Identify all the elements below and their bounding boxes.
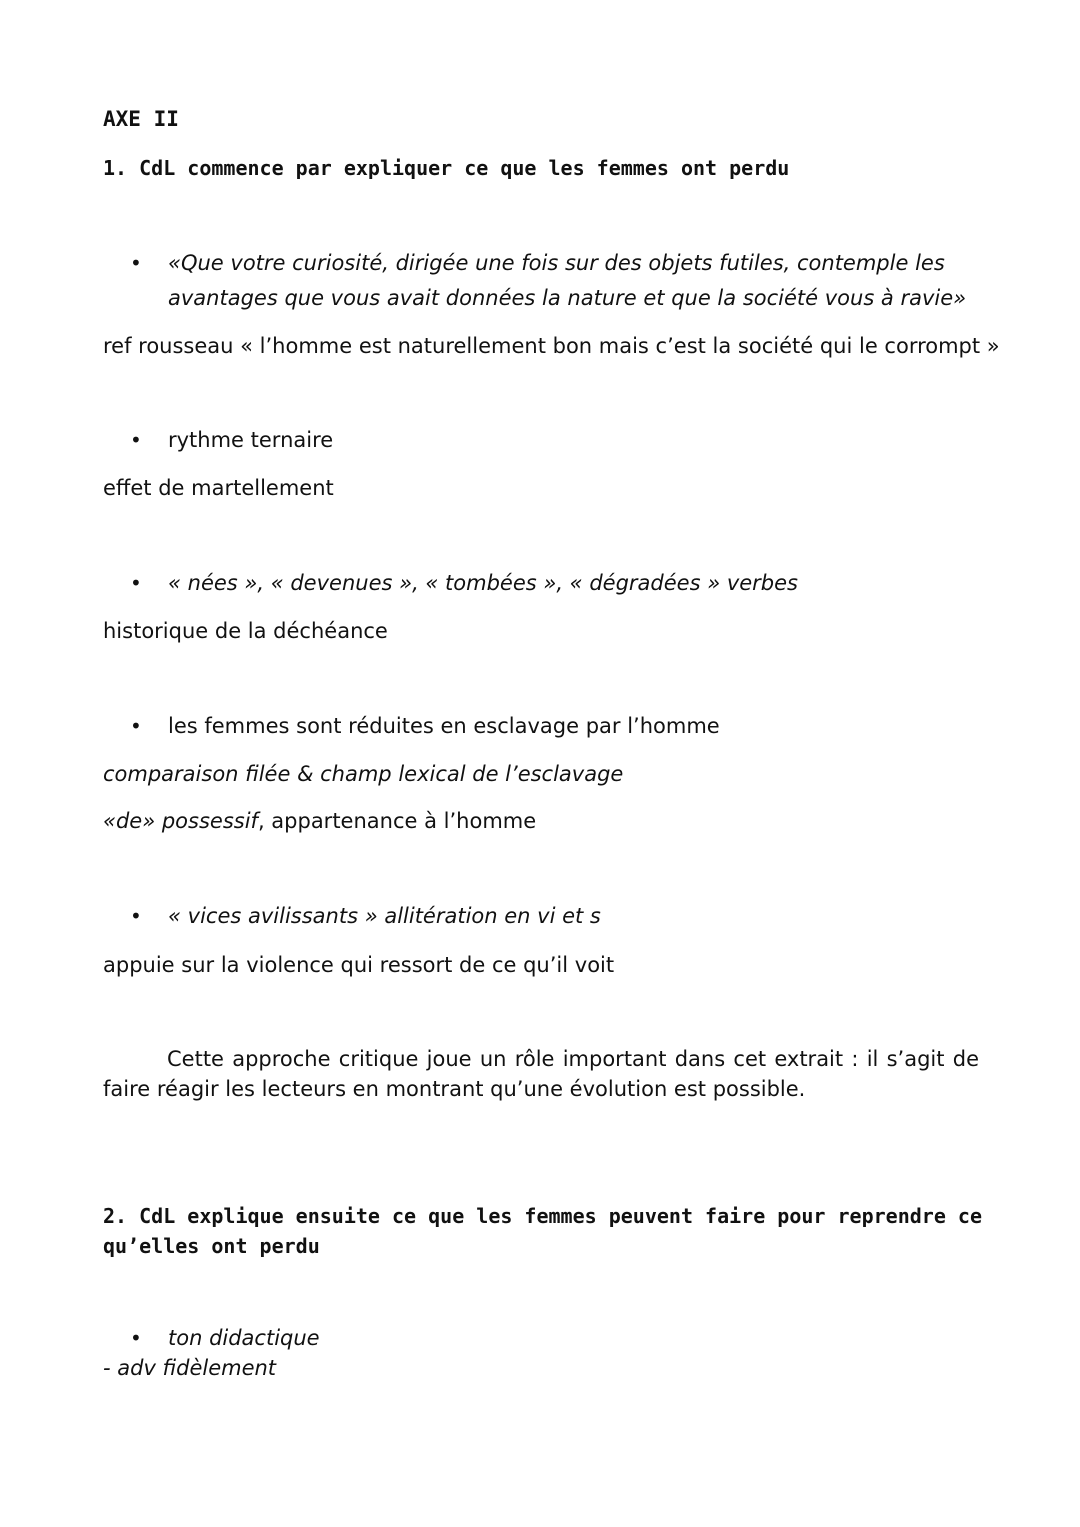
- section-2-heading-line-1: 2. CdL explique ensuite ce que les femmes peuvent faire pour reprendre ce: [103, 1204, 982, 1228]
- note-possessif-rest: , appartenance à l’homme: [257, 809, 537, 833]
- axis-title: AXE II: [103, 107, 179, 131]
- note-comparaison: comparaison filée & champ lexical de l’esclavage: [103, 762, 624, 786]
- section-1-heading: 1. CdL commence par expliquer ce que les femmes ont perdu: [103, 156, 790, 180]
- bullet-text: les femmes sont réduites en esclavage par l’homme: [168, 714, 720, 738]
- bullet-icon: •: [130, 714, 142, 738]
- note-possessif-italic: «de» possessif: [103, 809, 258, 833]
- quote-line-2: avantages que vous avait données la nature et que la société vous à ravie»: [168, 286, 967, 310]
- bullet-text: ton didactique: [168, 1326, 320, 1350]
- bullet-icon: •: [130, 428, 142, 452]
- note-violence: appuie sur la violence qui ressort de ce qu’il voit: [103, 953, 615, 977]
- bullet-text: rythme ternaire: [168, 428, 334, 452]
- section-2-heading-line-2: qu’elles ont perdu: [103, 1234, 320, 1258]
- note-possessif: [103, 806, 536, 836]
- bullet-text: « vices avilissants » allitération en vi et s: [168, 904, 601, 928]
- note-adverbe: - adv fidèlement: [103, 1356, 277, 1380]
- rousseau-reference: ref rousseau « l’homme est naturellement bon mais c’est la société qui le corrompt »: [103, 334, 1000, 358]
- bullet-icon: •: [130, 1326, 142, 1350]
- bullet-text: « nées », « devenues », « tombées », « dégradées » verbes: [168, 571, 798, 595]
- note-martellement: effet de martellement: [103, 476, 334, 500]
- bullet-icon: •: [130, 904, 142, 928]
- conclusion-paragraph: Cette approche critique joue un rôle important dans cet extrait : il s’agit de faire réagir les lecteurs en montrant qu’une évolution est possible.: [103, 1047, 979, 1101]
- quote-line-1: «Que votre curiosité, dirigée une fois sur des objets futiles, contemple les: [168, 251, 945, 275]
- note-decheance: historique de la déchéance: [103, 619, 388, 643]
- bullet-icon: •: [130, 571, 142, 595]
- bullet-icon: •: [130, 251, 142, 275]
